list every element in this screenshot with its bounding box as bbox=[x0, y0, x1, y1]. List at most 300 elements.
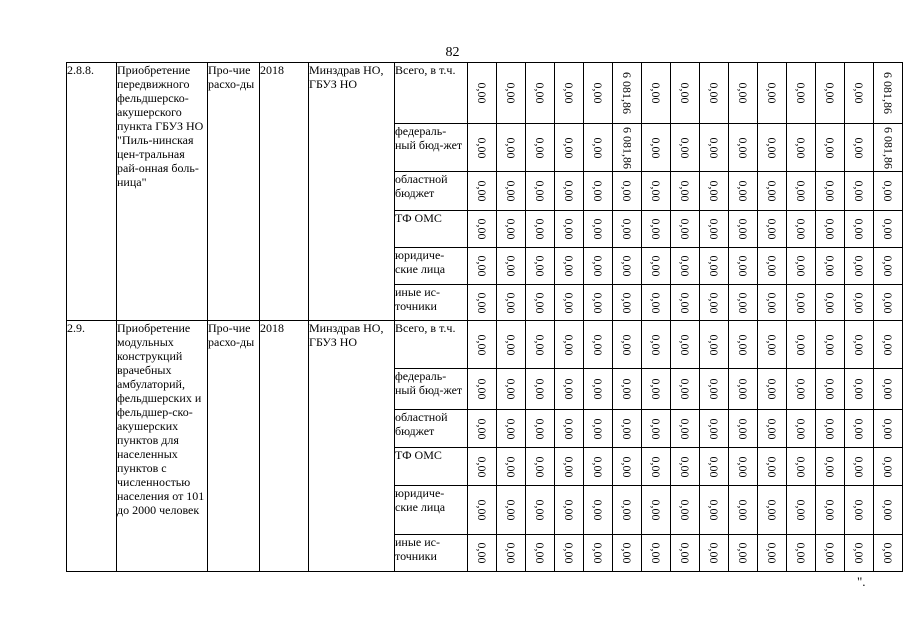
value-cell bbox=[526, 486, 555, 535]
value-text: 0,00 bbox=[852, 82, 866, 104]
value-text: 0,00 bbox=[707, 137, 721, 158]
value-text: 0,00 bbox=[765, 292, 779, 313]
value-cell bbox=[468, 448, 497, 486]
value-cell bbox=[642, 124, 671, 172]
value-cell bbox=[555, 321, 584, 369]
value-text: 0,00 bbox=[649, 255, 663, 277]
value-cell bbox=[613, 211, 642, 248]
value-text: 0,00 bbox=[649, 137, 663, 158]
value-cell bbox=[816, 410, 845, 448]
value-cell bbox=[758, 63, 787, 124]
value-cell bbox=[642, 248, 671, 285]
budget-table bbox=[66, 62, 903, 572]
value-cell bbox=[758, 486, 787, 535]
value-cell bbox=[526, 369, 555, 410]
value-cell bbox=[468, 321, 497, 369]
value-cell bbox=[874, 369, 903, 410]
value-text: 0,00 bbox=[852, 334, 866, 355]
value-text: 0,00 bbox=[649, 218, 663, 240]
value-cell bbox=[671, 486, 700, 535]
value-text: 0,00 bbox=[765, 82, 779, 104]
value-cell bbox=[816, 63, 845, 124]
funding-source: иные ис-точники bbox=[395, 285, 468, 321]
value-text: 0,00 bbox=[649, 334, 663, 355]
value-text: 0,00 bbox=[591, 292, 605, 313]
value-cell bbox=[613, 248, 642, 285]
value-cell bbox=[613, 410, 642, 448]
value-cell bbox=[700, 248, 729, 285]
value-cell bbox=[874, 248, 903, 285]
value-cell bbox=[468, 63, 497, 124]
value-cell bbox=[555, 369, 584, 410]
item-year: 2018 bbox=[260, 321, 309, 572]
value-cell bbox=[700, 486, 729, 535]
value-cell bbox=[671, 410, 700, 448]
value-cell bbox=[497, 211, 526, 248]
value-text: 0,00 bbox=[852, 255, 866, 277]
value-text: 0,00 bbox=[678, 456, 692, 477]
value-text: 0,00 bbox=[678, 378, 692, 400]
value-text: 0,00 bbox=[736, 334, 750, 355]
value-cell bbox=[729, 172, 758, 211]
value-text: 0,00 bbox=[707, 180, 721, 202]
item-code: 2.8.8. bbox=[67, 63, 117, 321]
funding-source: областной бюджет bbox=[395, 410, 468, 448]
value-text: 0,00 bbox=[533, 456, 547, 477]
value-text: 6 081,86 bbox=[620, 126, 635, 169]
value-cell bbox=[671, 172, 700, 211]
value-cell bbox=[874, 211, 903, 248]
value-text: 0,00 bbox=[707, 218, 721, 240]
value-text: 0,00 bbox=[678, 292, 692, 313]
value-cell bbox=[497, 321, 526, 369]
value-text: 0,00 bbox=[475, 292, 489, 313]
value-text: 0,00 bbox=[823, 292, 837, 313]
value-cell bbox=[613, 535, 642, 572]
table-row bbox=[67, 321, 903, 369]
value-text: 0,00 bbox=[620, 499, 634, 521]
value-text: 0,00 bbox=[881, 499, 895, 521]
value-cell bbox=[816, 211, 845, 248]
value-cell bbox=[729, 535, 758, 572]
expense-type: Про-чие расхо-ды bbox=[208, 321, 260, 572]
value-cell bbox=[700, 410, 729, 448]
value-cell bbox=[671, 248, 700, 285]
value-text: 0,00 bbox=[620, 456, 634, 477]
value-text: 0,00 bbox=[852, 542, 866, 564]
value-cell bbox=[874, 63, 903, 124]
value-text: 0,00 bbox=[823, 137, 837, 158]
value-cell bbox=[845, 172, 874, 211]
value-text: 0,00 bbox=[591, 418, 605, 439]
value-text: 0,00 bbox=[678, 82, 692, 104]
value-cell bbox=[787, 369, 816, 410]
value-text: 0,00 bbox=[475, 137, 489, 158]
expense-type: Про-чие расхо-ды bbox=[208, 63, 260, 321]
value-cell bbox=[526, 410, 555, 448]
value-cell bbox=[497, 172, 526, 211]
value-cell bbox=[526, 285, 555, 321]
value-text: 0,00 bbox=[678, 542, 692, 564]
value-text: 0,00 bbox=[591, 456, 605, 477]
value-cell bbox=[468, 486, 497, 535]
value-cell bbox=[584, 486, 613, 535]
value-cell bbox=[671, 211, 700, 248]
value-text: 0,00 bbox=[504, 378, 518, 400]
value-text: 0,00 bbox=[823, 418, 837, 439]
value-cell bbox=[845, 321, 874, 369]
value-cell bbox=[874, 321, 903, 369]
executor: Минздрав НО, ГБУЗ НО bbox=[309, 321, 395, 572]
value-cell bbox=[642, 63, 671, 124]
value-cell bbox=[729, 486, 758, 535]
value-text: 0,00 bbox=[475, 456, 489, 477]
page-number: 82 bbox=[445, 45, 460, 60]
value-cell bbox=[555, 448, 584, 486]
value-cell bbox=[845, 285, 874, 321]
value-text: 0,00 bbox=[707, 255, 721, 277]
value-text: 0,00 bbox=[562, 334, 576, 355]
value-cell bbox=[787, 172, 816, 211]
value-cell bbox=[700, 369, 729, 410]
value-text: 0,00 bbox=[881, 292, 895, 313]
value-text: 0,00 bbox=[504, 499, 518, 521]
value-text: 0,00 bbox=[678, 418, 692, 439]
value-text: 0,00 bbox=[794, 82, 808, 104]
value-text: 0,00 bbox=[678, 499, 692, 521]
value-text: 0,00 bbox=[562, 542, 576, 564]
value-text: 0,00 bbox=[794, 418, 808, 439]
funding-source: ТФ ОМС bbox=[395, 448, 468, 486]
value-text: 0,00 bbox=[707, 418, 721, 439]
value-cell bbox=[613, 285, 642, 321]
value-text: 0,00 bbox=[823, 499, 837, 521]
value-cell bbox=[555, 172, 584, 211]
value-text: 0,00 bbox=[649, 418, 663, 439]
funding-source: федераль-ный бюд-жет bbox=[395, 124, 468, 172]
value-text: 0,00 bbox=[475, 499, 489, 521]
value-text: 0,00 bbox=[707, 82, 721, 104]
value-cell bbox=[729, 369, 758, 410]
value-cell bbox=[671, 124, 700, 172]
value-text: 0,00 bbox=[736, 456, 750, 477]
value-cell bbox=[671, 448, 700, 486]
value-cell bbox=[787, 63, 816, 124]
value-text: 0,00 bbox=[562, 418, 576, 439]
value-text: 0,00 bbox=[707, 378, 721, 400]
value-text: 0,00 bbox=[823, 180, 837, 202]
value-cell bbox=[526, 535, 555, 572]
value-cell bbox=[468, 248, 497, 285]
value-cell bbox=[555, 410, 584, 448]
value-cell bbox=[497, 410, 526, 448]
value-cell bbox=[787, 285, 816, 321]
value-cell bbox=[468, 410, 497, 448]
value-text: 0,00 bbox=[707, 334, 721, 355]
funding-source: областной бюджет bbox=[395, 172, 468, 211]
value-text: 0,00 bbox=[591, 137, 605, 158]
value-cell bbox=[497, 448, 526, 486]
value-cell bbox=[613, 172, 642, 211]
value-cell bbox=[729, 211, 758, 248]
value-cell bbox=[729, 448, 758, 486]
value-cell bbox=[526, 448, 555, 486]
value-cell bbox=[787, 410, 816, 448]
value-text: 0,00 bbox=[794, 499, 808, 521]
value-cell bbox=[555, 535, 584, 572]
value-cell bbox=[671, 321, 700, 369]
value-cell bbox=[642, 486, 671, 535]
value-cell bbox=[613, 124, 642, 172]
value-cell bbox=[642, 211, 671, 248]
value-cell bbox=[845, 124, 874, 172]
value-text: 0,00 bbox=[591, 378, 605, 400]
value-cell bbox=[613, 448, 642, 486]
value-cell bbox=[845, 63, 874, 124]
value-text: 0,00 bbox=[475, 82, 489, 104]
value-cell bbox=[700, 124, 729, 172]
value-text: 0,00 bbox=[562, 82, 576, 104]
value-cell bbox=[787, 211, 816, 248]
value-text: 6 081,86 bbox=[620, 72, 634, 114]
value-text: 0,00 bbox=[562, 378, 576, 400]
value-text: 0,00 bbox=[533, 137, 547, 158]
value-text: 0,00 bbox=[562, 137, 576, 158]
value-cell bbox=[845, 486, 874, 535]
value-cell bbox=[729, 63, 758, 124]
value-text: 0,00 bbox=[852, 418, 866, 439]
value-text: 0,00 bbox=[765, 334, 779, 355]
value-text: 0,00 bbox=[504, 137, 518, 158]
value-text: 0,00 bbox=[504, 255, 518, 277]
value-cell bbox=[787, 124, 816, 172]
value-text: 0,00 bbox=[504, 82, 518, 104]
executor: Минздрав НО, ГБУЗ НО bbox=[309, 63, 395, 321]
value-cell bbox=[758, 172, 787, 211]
value-cell bbox=[874, 535, 903, 572]
value-text: 0,00 bbox=[794, 218, 808, 240]
value-cell bbox=[845, 448, 874, 486]
value-cell bbox=[816, 172, 845, 211]
value-text: 0,00 bbox=[475, 378, 489, 400]
value-text: 0,00 bbox=[881, 418, 895, 439]
value-cell bbox=[700, 63, 729, 124]
value-cell bbox=[671, 535, 700, 572]
value-cell bbox=[642, 448, 671, 486]
value-text: 0,00 bbox=[852, 456, 866, 477]
value-cell bbox=[758, 448, 787, 486]
value-cell bbox=[874, 410, 903, 448]
value-text: 0,00 bbox=[620, 255, 634, 277]
value-text: 0,00 bbox=[852, 378, 866, 400]
value-text: 0,00 bbox=[881, 456, 895, 477]
value-text: 0,00 bbox=[794, 255, 808, 277]
value-text: 0,00 bbox=[881, 255, 895, 277]
value-text: 0,00 bbox=[881, 218, 895, 240]
item-year: 2018 bbox=[260, 63, 309, 321]
value-cell bbox=[874, 124, 903, 172]
value-cell bbox=[613, 486, 642, 535]
value-cell bbox=[874, 285, 903, 321]
value-text: 0,00 bbox=[678, 255, 692, 277]
value-cell bbox=[584, 448, 613, 486]
value-text: 0,00 bbox=[852, 180, 866, 202]
table-body bbox=[67, 63, 903, 572]
value-text: 0,00 bbox=[881, 378, 895, 400]
value-cell bbox=[526, 63, 555, 124]
value-cell bbox=[845, 410, 874, 448]
value-text: 0,00 bbox=[533, 334, 547, 355]
value-text: 0,00 bbox=[649, 542, 663, 564]
value-text: 0,00 bbox=[881, 334, 895, 355]
value-text: 0,00 bbox=[591, 255, 605, 277]
value-text: 0,00 bbox=[794, 334, 808, 355]
value-cell bbox=[468, 535, 497, 572]
value-text: 0,00 bbox=[736, 292, 750, 313]
value-cell bbox=[758, 124, 787, 172]
value-cell bbox=[729, 321, 758, 369]
value-cell bbox=[671, 63, 700, 124]
value-cell bbox=[787, 535, 816, 572]
funding-source: Всего, в т.ч. bbox=[395, 63, 468, 124]
value-text: 0,00 bbox=[823, 255, 837, 277]
value-text: 0,00 bbox=[504, 418, 518, 439]
funding-source: ТФ ОМС bbox=[395, 211, 468, 248]
value-text: 0,00 bbox=[649, 499, 663, 521]
value-cell bbox=[758, 211, 787, 248]
value-text: 0,00 bbox=[533, 418, 547, 439]
value-cell bbox=[526, 172, 555, 211]
value-cell bbox=[729, 410, 758, 448]
closing-quote: ". bbox=[857, 574, 866, 589]
value-cell bbox=[816, 248, 845, 285]
value-cell bbox=[468, 172, 497, 211]
value-cell bbox=[555, 285, 584, 321]
value-cell bbox=[729, 285, 758, 321]
value-text: 0,00 bbox=[562, 499, 576, 521]
value-text: 0,00 bbox=[591, 180, 605, 202]
value-text: 0,00 bbox=[475, 255, 489, 277]
value-text: 0,00 bbox=[504, 456, 518, 477]
value-cell bbox=[700, 448, 729, 486]
value-cell bbox=[497, 124, 526, 172]
value-text: 0,00 bbox=[533, 542, 547, 564]
value-cell bbox=[584, 410, 613, 448]
value-text: 0,00 bbox=[794, 456, 808, 477]
value-text: 0,00 bbox=[852, 292, 866, 313]
value-text: 0,00 bbox=[823, 378, 837, 400]
funding-source: иные ис-точники bbox=[395, 535, 468, 572]
value-text: 0,00 bbox=[823, 82, 837, 104]
table-row bbox=[67, 63, 903, 124]
value-text: 0,00 bbox=[707, 499, 721, 521]
value-cell bbox=[671, 369, 700, 410]
value-text: 0,00 bbox=[620, 378, 634, 400]
value-text: 0,00 bbox=[533, 378, 547, 400]
value-text: 0,00 bbox=[794, 542, 808, 564]
value-cell bbox=[468, 285, 497, 321]
value-text: 0,00 bbox=[533, 218, 547, 240]
value-text: 0,00 bbox=[591, 334, 605, 355]
value-text: 0,00 bbox=[736, 255, 750, 277]
value-cell bbox=[874, 486, 903, 535]
value-text: 0,00 bbox=[678, 334, 692, 355]
value-text: 0,00 bbox=[794, 378, 808, 400]
value-cell bbox=[584, 211, 613, 248]
value-text: 0,00 bbox=[823, 334, 837, 355]
value-cell bbox=[642, 410, 671, 448]
value-text: 6 081,86 bbox=[881, 72, 895, 114]
value-text: 0,00 bbox=[649, 82, 663, 104]
value-cell bbox=[497, 248, 526, 285]
value-cell bbox=[874, 172, 903, 211]
value-text: 0,00 bbox=[533, 255, 547, 277]
value-text: 0,00 bbox=[649, 180, 663, 202]
value-cell bbox=[874, 448, 903, 486]
value-text: 0,00 bbox=[620, 180, 634, 202]
value-cell bbox=[787, 321, 816, 369]
value-text: 0,00 bbox=[852, 137, 866, 158]
value-cell bbox=[584, 285, 613, 321]
value-cell bbox=[700, 321, 729, 369]
value-cell bbox=[816, 285, 845, 321]
value-cell bbox=[816, 369, 845, 410]
value-cell bbox=[555, 124, 584, 172]
value-text: 0,00 bbox=[649, 378, 663, 400]
value-text: 0,00 bbox=[562, 456, 576, 477]
value-cell bbox=[845, 211, 874, 248]
value-cell bbox=[497, 486, 526, 535]
value-text: 0,00 bbox=[765, 499, 779, 521]
value-cell bbox=[816, 535, 845, 572]
value-text: 0,00 bbox=[823, 218, 837, 240]
value-cell bbox=[816, 124, 845, 172]
value-cell bbox=[642, 321, 671, 369]
funding-source: юридиче-ские лица bbox=[395, 486, 468, 535]
value-text: 0,00 bbox=[707, 542, 721, 564]
value-text: 0,00 bbox=[475, 180, 489, 202]
value-text: 0,00 bbox=[475, 418, 489, 439]
value-text: 0,00 bbox=[736, 218, 750, 240]
value-cell bbox=[555, 486, 584, 535]
value-cell bbox=[526, 124, 555, 172]
value-text: 0,00 bbox=[736, 418, 750, 439]
value-text: 0,00 bbox=[852, 499, 866, 521]
value-cell bbox=[671, 285, 700, 321]
funding-source: Всего, в т.ч. bbox=[395, 321, 468, 369]
value-cell bbox=[700, 211, 729, 248]
value-text: 0,00 bbox=[765, 137, 779, 158]
value-text: 0,00 bbox=[533, 499, 547, 521]
value-cell bbox=[642, 285, 671, 321]
value-cell bbox=[787, 248, 816, 285]
value-text: 0,00 bbox=[736, 542, 750, 564]
value-text: 0,00 bbox=[591, 82, 605, 104]
value-cell bbox=[642, 172, 671, 211]
value-text: 0,00 bbox=[475, 218, 489, 240]
value-text: 0,00 bbox=[562, 292, 576, 313]
value-text: 0,00 bbox=[504, 292, 518, 313]
value-text: 0,00 bbox=[533, 82, 547, 104]
value-cell bbox=[816, 448, 845, 486]
value-text: 0,00 bbox=[562, 180, 576, 202]
funding-source: юридиче-ские лица bbox=[395, 248, 468, 285]
value-cell bbox=[700, 172, 729, 211]
value-text: 0,00 bbox=[823, 542, 837, 564]
value-cell bbox=[468, 124, 497, 172]
value-text: 0,00 bbox=[794, 137, 808, 158]
value-cell bbox=[642, 369, 671, 410]
